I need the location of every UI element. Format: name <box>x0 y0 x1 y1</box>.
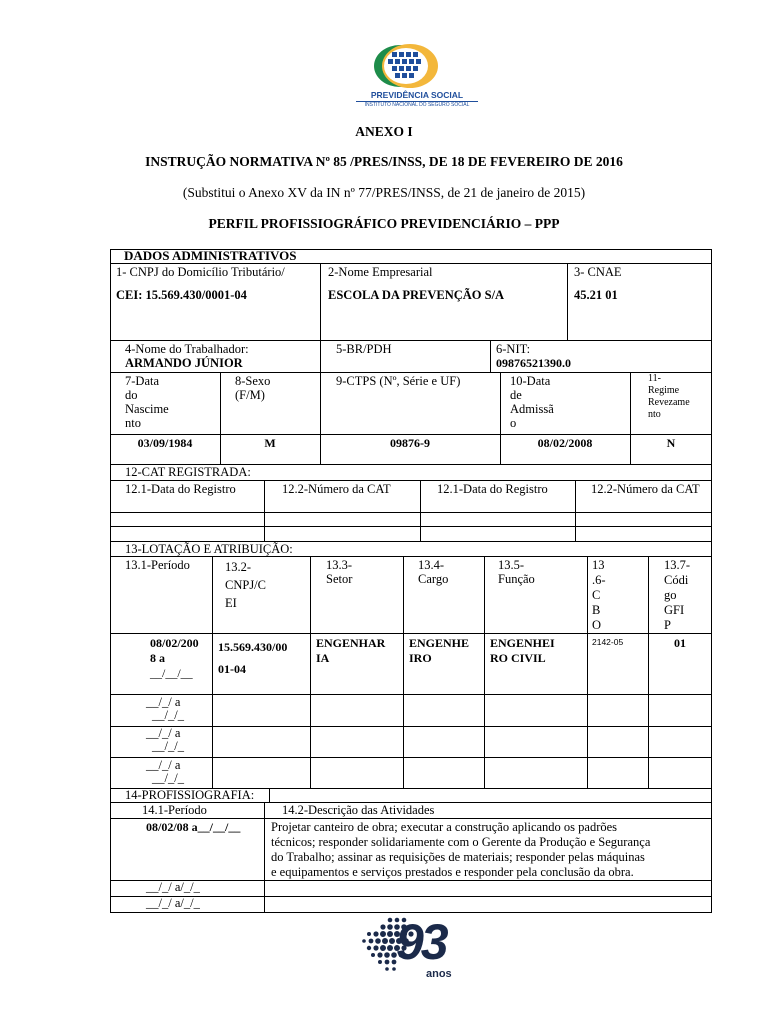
shift-regime-label: 11- Regime Revezame nto <box>648 373 690 420</box>
lotacao-row1-gfip[interactable]: 01 <box>674 636 686 650</box>
lotacao-row1-period[interactable]: 08/02/200 8 a __/__/__ <box>150 636 199 680</box>
sex-value[interactable]: M <box>264 436 276 450</box>
anniversary-number: 93 <box>396 914 446 970</box>
instruction-title: INSTRUÇÃO NORMATIVA Nº 85 /PRES/INSS, DE 18 DE FEVEREIRO DE 2016 <box>145 154 623 169</box>
admin-section-title: DADOS ADMINISTRATIVOS <box>124 248 297 263</box>
lotacao-header-role: 13.4- Cargo <box>418 558 449 586</box>
nit-label: 6-NIT: <box>496 342 531 356</box>
lotacao-row1-role[interactable]: ENGENHE IRO <box>409 636 470 665</box>
ctps-label: 9-CTPS (Nº, Série e UF) <box>336 374 461 388</box>
ctps-value[interactable]: 09876-9 <box>390 436 430 450</box>
lotacao-header-function: 13.5- Função <box>498 558 535 586</box>
substitutes-note: (Substitui o Anexo XV da IN nº 77/PRES/INSS, de 21 de janeiro de 2015) <box>182 185 586 200</box>
br-pdh-label: 5-BR/PDH <box>336 342 392 356</box>
cat-header-date-1: 12.1-Data do Registro <box>125 482 236 496</box>
sex-label: 8-Sexo (F/M) <box>235 374 271 402</box>
company-name-value[interactable]: ESCOLA DA PREVENÇÃO S/A <box>328 288 505 302</box>
lotacao-header-gfip: 13.7- Códi go GFI P <box>664 558 691 632</box>
previdencia-brand: PREVIDÊNCIA SOCIAL <box>370 90 464 100</box>
cat-header-date-2: 12.1-Data do Registro <box>437 482 548 496</box>
lotacao-header-period: 13.1-Período <box>125 558 190 572</box>
cnpj-value[interactable]: CEI: 15.569.430/0001-04 <box>116 288 247 302</box>
anniversary-word: anos <box>426 968 452 980</box>
cnpj-label: 1- CNPJ do Domicílio Tributário/ <box>116 265 285 279</box>
profissiografia-row1-description[interactable]: Projetar canteiro de obra; executar a construção aplicando os padrões técnicos; responder solidariamente com o Gerente da Produção e Segurança do Trabalho; assinar as requisições de materiais; responder pelas máquinas e equipamentos e serviços prestados e responder pela conclusão da obra. <box>271 820 651 879</box>
lotacao-header-cnpj: 13.2- CNPJ/C EI <box>225 560 266 610</box>
lotacao-row3-period[interactable]: __/_/ a __/_/_ <box>146 726 184 753</box>
lotacao-row1-cnpj[interactable]: 15.569.430/00 01-04 <box>218 640 288 676</box>
admission-date-label: 10-Data de Admissã o <box>510 374 554 430</box>
worker-name-value[interactable]: ARMANDO JÚNIOR <box>125 356 243 370</box>
company-name-label: 2-Nome Empresarial <box>328 265 433 279</box>
annex-title: ANEXO I <box>355 124 413 139</box>
profissiografia-row3-period[interactable]: __/_/ a/_/_ <box>146 896 200 910</box>
profissiografia-section-title: 14-PROFISSIOGRAFIA: <box>125 788 255 802</box>
lotacao-section-title: 13-LOTAÇÃO E ATRIBUIÇÃO: <box>125 542 293 556</box>
cnae-label: 3- CNAE <box>574 265 622 279</box>
profissiografia-row1-period[interactable]: 08/02/08 a__/__/__ <box>146 820 241 834</box>
nit-value[interactable]: 09876521390.0 <box>496 356 571 370</box>
cat-header-number-2: 12.2-Número da CAT <box>591 482 700 496</box>
admission-date-value[interactable]: 08/02/2008 <box>537 436 593 450</box>
previdencia-subtitle: INSTITUTO NACIONAL DO SEGURO SOCIAL <box>356 101 478 108</box>
lotacao-row1-cbo[interactable]: 2142-05 <box>592 637 624 647</box>
worker-name-label: 4-Nome do Trabalhador: <box>125 342 249 356</box>
profissiografia-header-period: 14.1-Período <box>142 803 207 817</box>
previdencia-logo-icon <box>352 42 482 94</box>
cat-section-title: 12-CAT REGISTRADA: <box>125 465 251 479</box>
lotacao-row2-period[interactable]: __/_/ a __/_/_ <box>146 695 184 722</box>
lotacao-row1-function[interactable]: ENGENHEI RO CIVIL <box>490 636 555 665</box>
lotacao-header-cbo: 13 .6- C B O <box>592 558 606 632</box>
form-title: PERFIL PROFISSIOGRÁFICO PREVIDENCIÁRIO – PPP <box>208 216 560 231</box>
cat-header-number-1: 12.2-Número da CAT <box>282 482 391 496</box>
lotacao-row4-period[interactable]: __/_/ a __/_/_ <box>146 758 184 785</box>
profissiografia-row2-period[interactable]: __/_/ a/_/_ <box>146 880 200 894</box>
previdencia-logo <box>352 42 482 112</box>
lotacao-header-sector: 13.3- Setor <box>326 558 353 586</box>
profissiografia-header-description: 14.2-Descrição das Atividades <box>282 803 435 817</box>
cnae-value[interactable]: 45.21 01 <box>574 288 618 302</box>
birth-date-value[interactable]: 03/09/1984 <box>137 436 193 450</box>
lotacao-row1-sector[interactable]: ENGENHAR IA <box>316 636 386 665</box>
birth-date-label: 7-Data do Nascime nto <box>125 374 169 430</box>
anniversary-logo <box>360 910 470 986</box>
shift-regime-value[interactable]: N <box>666 436 676 450</box>
